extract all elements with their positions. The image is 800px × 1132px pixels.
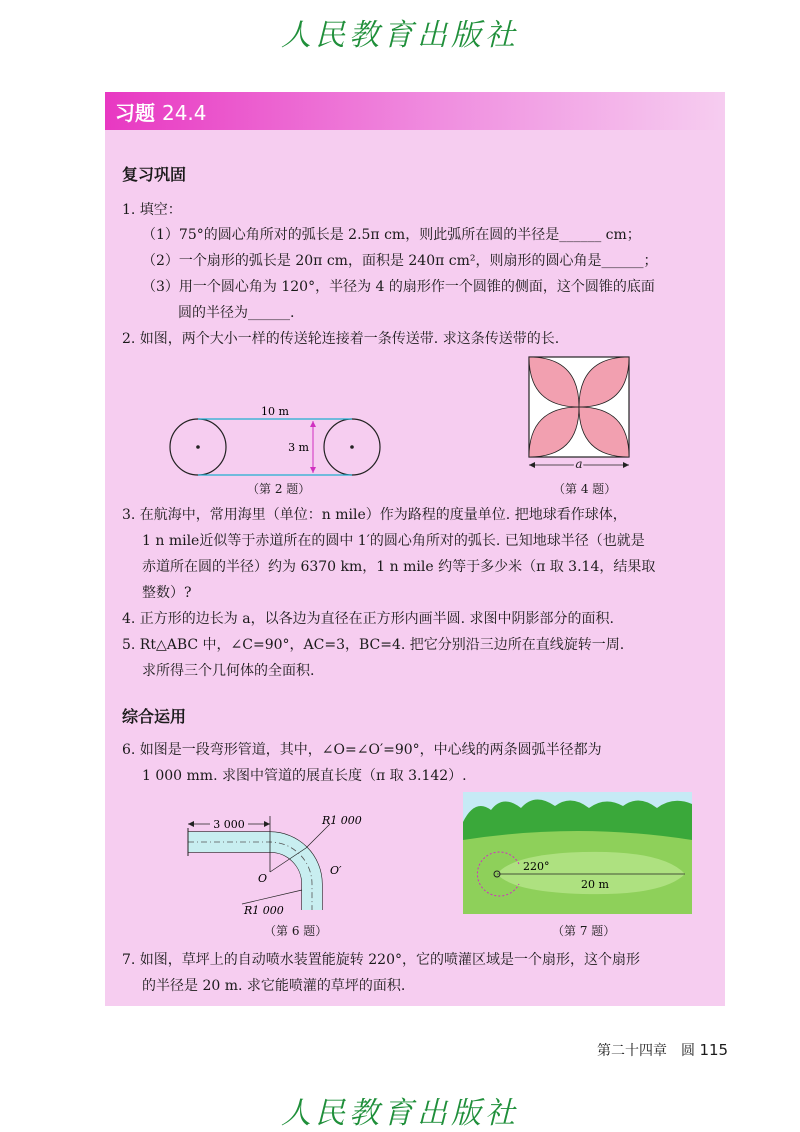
problem-7a: 7. 如图，草坪上的自动喷水装置能旋转 220°，它的喷灌区域是一个扇形，这个扇形 — [122, 952, 640, 968]
exercise-banner — [105, 92, 725, 130]
problem-4: 4. 正方形的边长为 a，以各边为直径在正方形内画半圆. 求图中阴影部分的面积. — [122, 611, 614, 627]
belt-length-label: 10 m — [261, 405, 289, 418]
problem-3b: 1 n mile近似等于赤道所在的圆中 1′的圆心角所对的弧长. 已知地球半径（也就是 — [142, 533, 645, 549]
straight-length-label: 3 000 — [213, 818, 245, 831]
center-o-prime-label: O′ — [330, 864, 342, 877]
gap-label: 3 m — [288, 441, 309, 454]
figure-6-pipe — [182, 812, 372, 922]
chapter-label: 第二十四章 圆 — [597, 1043, 695, 1059]
page-number: 115 — [699, 1041, 729, 1059]
radius-bottom-label: R1 000 — [244, 904, 284, 917]
problem-1-part-3b: 圆的半径为______. — [178, 305, 295, 321]
problem-3a: 3. 在航海中，常用海里（单位：n mile）作为路程的度量单位. 把地球看作球体， — [122, 507, 627, 523]
problem-1-intro: 1. 填空： — [122, 202, 182, 218]
figure-7-lawn — [463, 792, 692, 914]
problem-3c: 赤道所在圆的半径）约为 6370 km，1 n mile 约等于多少米（π 取 3.14，结果取 — [142, 559, 656, 575]
exercise-title: 习题 24.4 — [115, 101, 207, 125]
publisher-logo-top: 人民教育出版社 — [281, 18, 519, 53]
side-label: a — [575, 457, 583, 471]
figure-2-caption: （第 2 题） — [247, 482, 311, 496]
page-footer — [597, 1040, 728, 1060]
publisher-logo-bottom: 人民教育出版社 — [281, 1096, 519, 1131]
angle-label: 220° — [523, 860, 550, 873]
problem-6a: 6. 如图是一段弯形管道，其中，∠O=∠O′=90°，中心线的两条圆弧半径都为 — [122, 742, 602, 758]
problem-2: 2. 如图，两个大小一样的传送轮连接着一条传送带. 求这条传送带的长. — [122, 331, 560, 347]
radius-top-label: R1 000 — [322, 814, 362, 827]
figure-4-square — [525, 355, 635, 480]
figure-7-caption: （第 7 题） — [552, 924, 616, 938]
figure-6-caption: （第 6 题） — [264, 924, 328, 938]
problem-5b: 求所得三个几何体的全面积. — [142, 663, 315, 679]
problem-6b: 1 000 mm. 求图中管道的展直长度（π 取 3.142）. — [142, 768, 467, 784]
figure-4-caption: （第 4 题） — [553, 482, 617, 496]
problem-5a: 5. Rt△ABC 中，∠C=90°，AC=3，BC=4. 把它分别沿三边所在直线旋转一周. — [122, 637, 625, 653]
figure-2-conveyor — [165, 405, 385, 485]
problem-3d: 整数）? — [142, 585, 192, 601]
problem-1-part-1: （1）75°的圆心角所对的弧长是 2.5π cm，则此弧所在圆的半径是______ cm； — [142, 227, 641, 243]
problem-1-part-2: （2）一个扇形的弧长是 20π cm，面积是 240π cm²，则扇形的圆心角是______； — [142, 253, 658, 269]
problem-1-part-3a: （3）用一个圆心角为 120°，半径为 4 的扇形作一个圆锥的侧面，这个圆锥的底面 — [142, 279, 655, 295]
section-review: 复习巩固 — [122, 165, 187, 184]
section-apply: 综合运用 — [122, 707, 187, 726]
center-o-label: O — [258, 872, 268, 885]
radius-label: 20 m — [581, 878, 609, 891]
problem-7b: 的半径是 20 m. 求它能喷灌的草坪的面积. — [142, 978, 406, 994]
